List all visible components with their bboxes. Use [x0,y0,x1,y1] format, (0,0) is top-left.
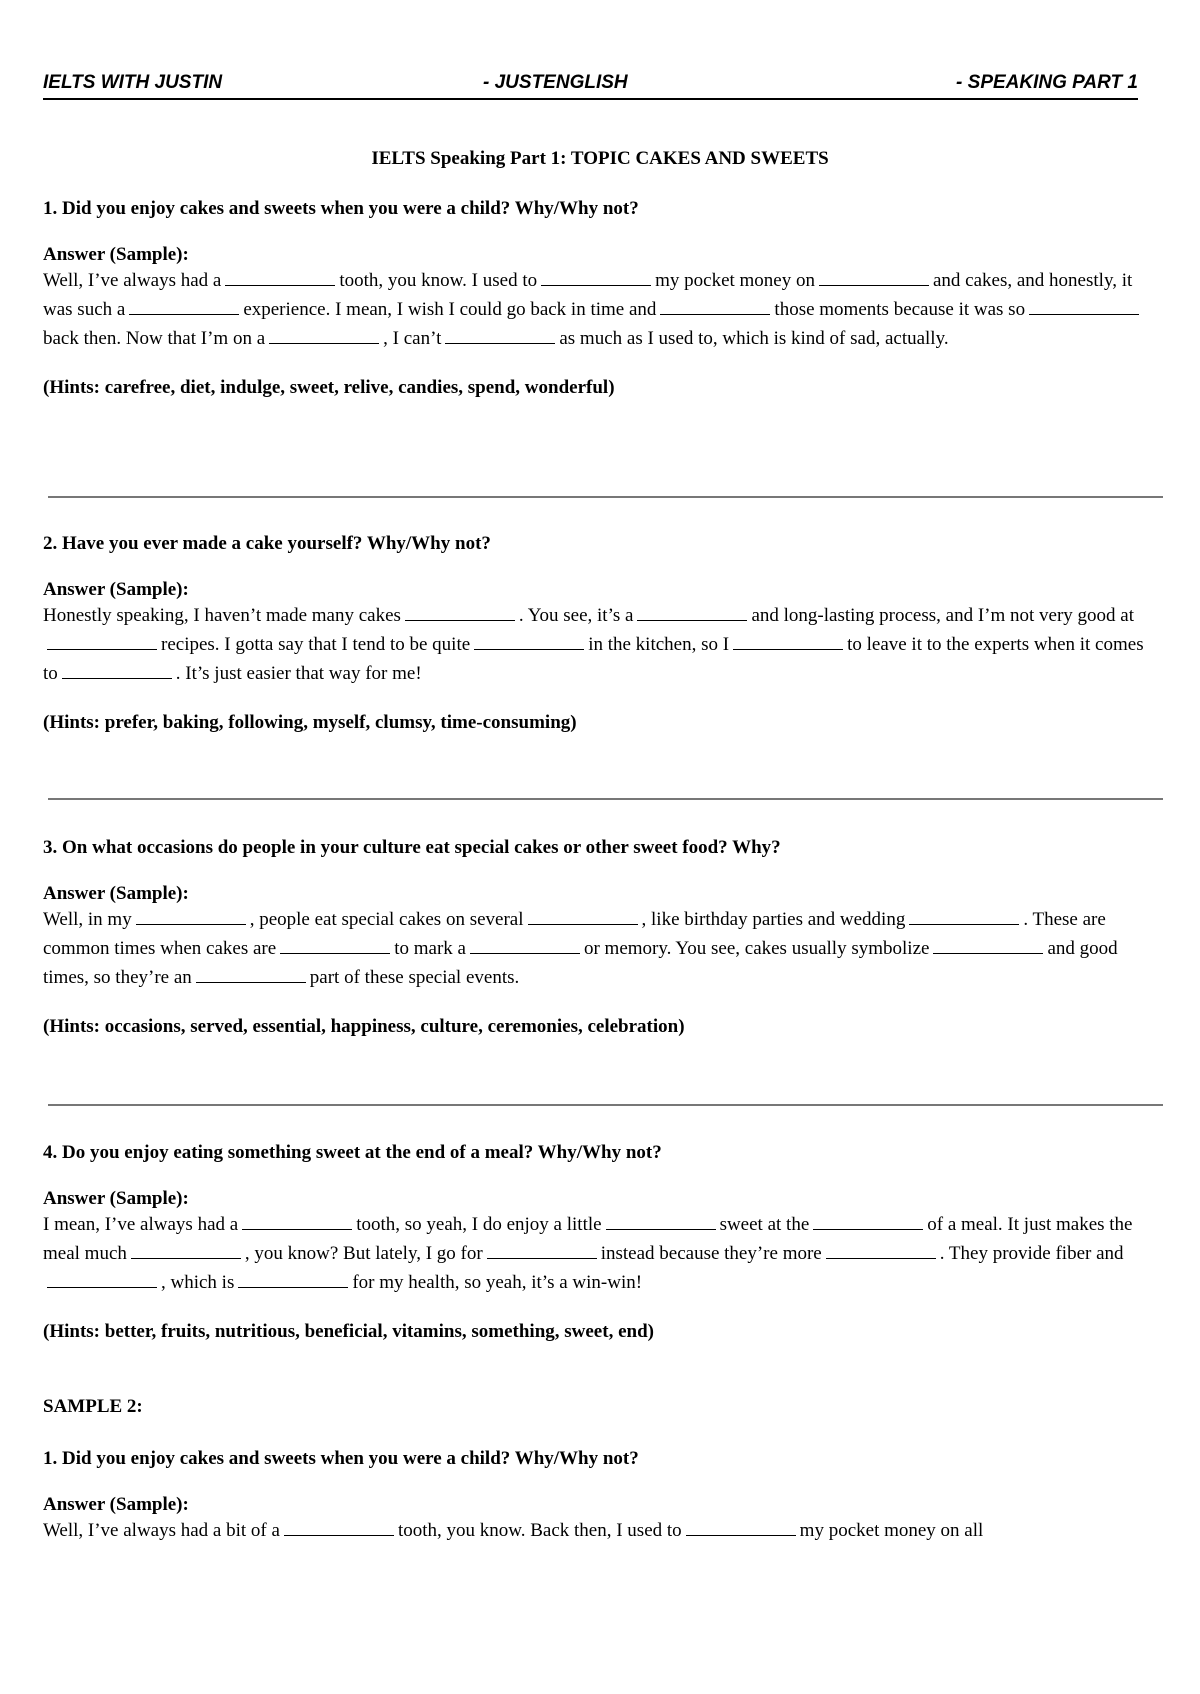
blank [225,269,335,286]
text-part: . These are common times when cakes are [43,909,1106,959]
page-header [43,72,1138,100]
text-part: . It’s just easier that way for me! [175,663,422,684]
text-part: and long-lasting process, and I’m not very good at [751,605,1135,626]
hints-1: (Hints: carefree, diet, indulge, sweet, relive, candies, spend, wonderful) [43,377,615,398]
text-part: instead because they’re more [600,1243,822,1264]
question-block-2 [43,533,1163,734]
blank [487,1242,597,1259]
text-part: Well, in my [43,909,132,930]
question-3: 3. On what occasions do people in your culture eat special cakes or other sweet food? Why? [43,837,781,858]
blank [819,269,929,286]
hints-3: (Hints: occasions, served, essential, happiness, culture, ceremonies, celebration) [43,1016,685,1037]
blank [136,908,246,925]
blank [445,327,555,344]
text-part: , which is [161,1272,235,1293]
text-part: back then. Now that I’m on a [43,328,266,349]
blank [62,662,172,679]
text-part: recipes. I gotta say that I tend to be quite [161,634,471,655]
blank [826,1242,936,1259]
header-right: - SPEAKING PART 1 [956,72,1138,93]
blank [470,937,580,954]
header-left: IELTS WITH JUSTIN [43,72,223,93]
text-part: , you know? But lately, I go for [244,1243,483,1264]
blank [733,633,843,650]
blank [660,298,770,315]
text-part: experience. I mean, I wish I could go back in time and [243,299,657,320]
sample-2-answer-text [43,1516,1163,1545]
text-part: tooth, you know. Back then, I used to [397,1520,682,1541]
question-1: 1. Did you enjoy cakes and sweets when you were a child? Why/Why not? [43,198,639,219]
text-part: to leave it to the experts when it comes to [43,634,1144,684]
header-middle: - JUSTENGLISH [483,72,628,93]
text-part: , like birthday parties and wedding [641,909,906,930]
text-part: my pocket money on [655,270,815,291]
text-part: and cakes, and honestly, it was such a [43,270,1133,320]
blank [637,604,747,621]
text-part: I mean, I’ve always had a [43,1214,239,1235]
sample-2-answer-label: Answer (Sample): [43,1494,189,1515]
answer-label-1: Answer (Sample): [43,244,189,265]
blank [528,908,638,925]
blank [474,633,584,650]
answer-label-4: Answer (Sample): [43,1188,189,1209]
question-4: 4. Do you enjoy eating something sweet at the end of a meal? Why/Why not? [43,1142,662,1163]
text-part: those moments because it was so [774,299,1026,320]
blank [405,604,515,621]
question-2: 2. Have you ever made a cake yourself? Why/Why not? [43,533,491,554]
answer-label-3: Answer (Sample): [43,883,189,904]
answer-text-2 [43,601,1163,688]
text-part: of a meal. It just makes the meal much [43,1214,1133,1264]
text-part: for my health, so yeah, it’s a win-win! [352,1272,643,1293]
blank [909,908,1019,925]
text-part: Well, I’ve always had a bit of a [43,1520,280,1541]
text-part: my pocket money on all [799,1520,984,1541]
text-part: tooth, you know. I used to [339,270,538,291]
question-block-3 [43,837,1163,1038]
text-part: , people eat special cakes on several [249,909,524,930]
text-part: sweet at the [719,1214,810,1235]
text-part: to mark a [394,938,466,959]
text-part: . They provide fiber and [939,1243,1124,1264]
blank [686,1519,796,1536]
blank [242,1213,352,1230]
section-divider [48,1104,1163,1106]
sample-2-question-block [43,1448,1163,1545]
blank [129,298,239,315]
blank [47,633,157,650]
blank [1029,298,1139,315]
answer-text-1 [43,266,1163,353]
text-part: and good times, so they’re an [43,938,1118,988]
blank [131,1242,241,1259]
text-part: in the kitchen, so I [588,634,730,655]
blank [47,1271,157,1288]
text-part: as much as I used to, which is kind of sad, actually. [559,328,949,349]
document-title: IELTS Speaking Part 1: TOPIC CAKES AND SWEETS [371,148,829,169]
text-part: or memory. You see, cakes usually symbolize [583,938,930,959]
blank [269,327,379,344]
text-part: , I can’t [383,328,442,349]
text-part: part of these special events. [309,967,520,988]
answer-text-4 [43,1210,1163,1297]
text-part: tooth, so yeah, I do enjoy a little [356,1214,602,1235]
question-block-1 [43,198,1163,399]
sample-2-label: SAMPLE 2: [43,1396,143,1417]
blank [606,1213,716,1230]
text-part: Honestly speaking, I haven’t made many cakes [43,605,401,626]
blank [541,269,651,286]
blank [933,937,1043,954]
question-block-4 [43,1142,1163,1343]
section-divider [48,496,1163,498]
section-divider [48,798,1163,800]
blank [196,966,306,983]
blank [280,937,390,954]
hints-4: (Hints: better, fruits, nutritious, beneficial, vitamins, something, sweet, end) [43,1321,654,1342]
text-part: . You see, it’s a [518,605,634,626]
answer-label-2: Answer (Sample): [43,579,189,600]
blank [813,1213,923,1230]
hints-2: (Hints: prefer, baking, following, myself, clumsy, time-consuming) [43,712,577,733]
blank [284,1519,394,1536]
answer-text-3 [43,905,1163,992]
blank [238,1271,348,1288]
sample-2-question-1: 1. Did you enjoy cakes and sweets when you were a child? Why/Why not? [43,1448,639,1469]
text-part: Well, I’ve always had a [43,270,222,291]
